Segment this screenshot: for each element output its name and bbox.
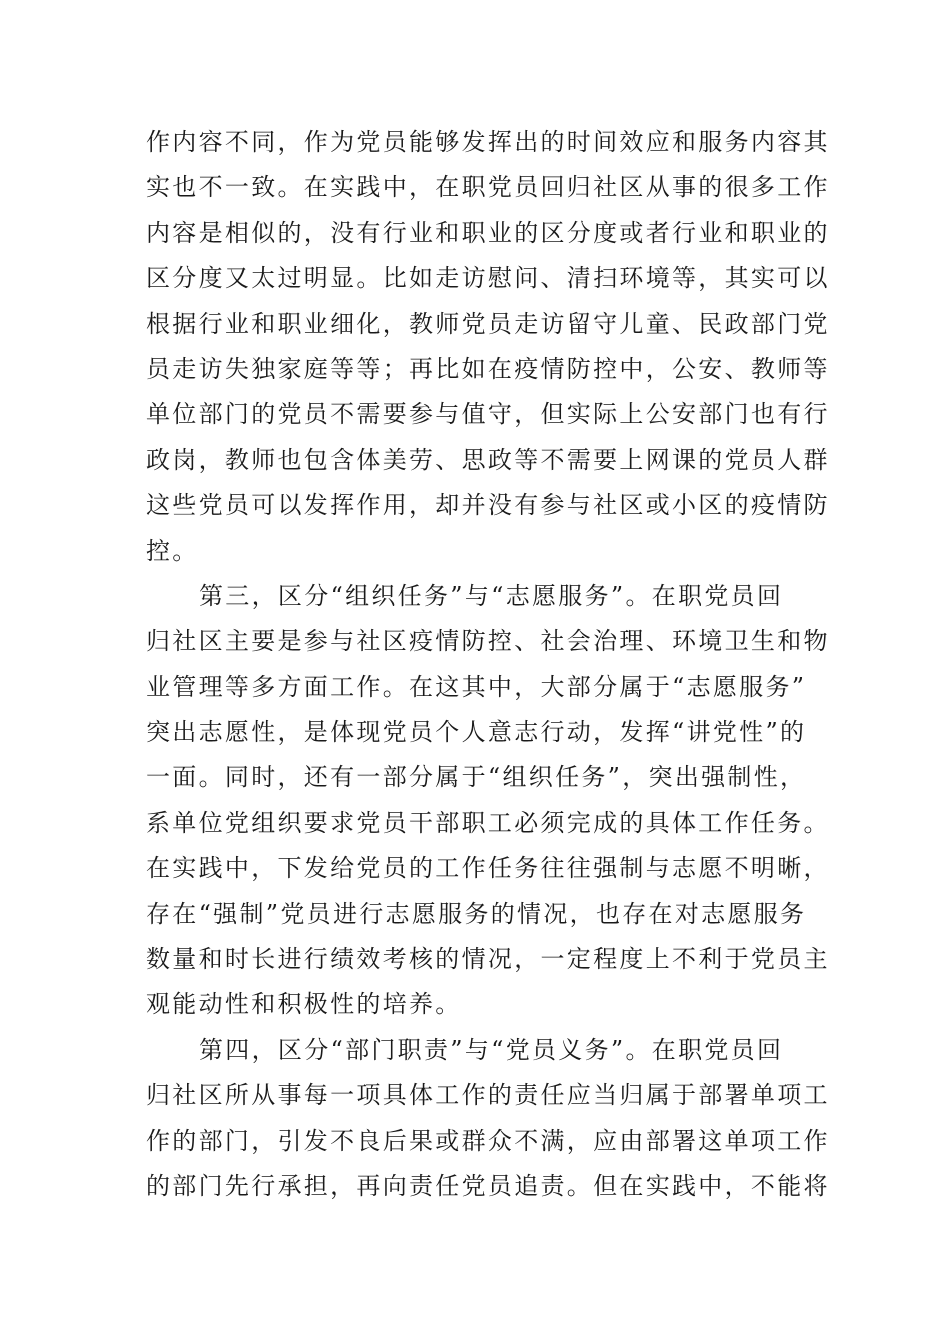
paragraph-3-line-1: 第四，区分“部门职责”与“党员义务”。在职党员回 bbox=[199, 1035, 784, 1064]
paragraph-3-line-2: 归社区所从事每一项具体工作的责任应当归属于部署单项工 bbox=[146, 1081, 830, 1110]
paragraph-1-line-8: 政岗，教师也包含体美劳、思政等不需要上网课的党员人群 bbox=[146, 445, 830, 474]
body-text bbox=[146, 120, 830, 1209]
paragraph-2-line-10: 观能动性和积极性的培养。 bbox=[146, 990, 462, 1019]
paragraph-1-line-3: 内容是相似的，没有行业和职业的区分度或者行业和职业的 bbox=[146, 218, 830, 247]
paragraph-1-line-4: 区分度又太过明显。比如走访慰问、清扫环境等，其实可以 bbox=[146, 264, 830, 293]
paragraph-2-line-7: 在实践中，下发给党员的工作任务往往强制与志愿不明晰， bbox=[146, 854, 830, 883]
paragraph-2-line-6: 系单位党组织要求党员干部职工必须完成的具体工作任务。 bbox=[146, 808, 830, 837]
paragraph-1-line-5: 根据行业和职业细化，教师党员走访留守儿童、民政部门党 bbox=[146, 309, 830, 338]
paragraph-2-line-2: 归社区主要是参与社区疫情防控、社会治理、环境卫生和物 bbox=[146, 627, 830, 656]
paragraph-1-line-9: 这些党员可以发挥作用，却并没有参与社区或小区的疫情防 bbox=[146, 491, 830, 520]
paragraph-1-line-6: 员走访失独家庭等等；再比如在疫情防控中，公安、教师等 bbox=[146, 354, 830, 383]
paragraph-1-line-10: 控。 bbox=[146, 536, 199, 565]
paragraph-2-line-1: 第三，区分“组织任务”与“志愿服务”。在职党员回 bbox=[199, 581, 784, 610]
paragraph-3-line-3: 作的部门，引发不良后果或群众不满，应由部署这单项工作 bbox=[146, 1126, 830, 1155]
paragraph-2-line-5: 一面。同时，还有一部分属于“组织任务”，突出强制性， bbox=[146, 763, 807, 792]
paragraph-2-line-3: 业管理等多方面工作。在这其中，大部分属于“志愿服务” bbox=[146, 672, 807, 701]
paragraph-2-line-8: 存在“强制”党员进行志愿服务的情况，也存在对志愿服务 bbox=[146, 899, 807, 928]
paragraph-1-line-2: 实也不一致。在实践中，在职党员回归社区从事的很多工作 bbox=[146, 173, 830, 202]
paragraph-3-line-4: 的部门先行承担，再向责任党员追责。但在实践中，不能将 bbox=[146, 1171, 830, 1200]
paragraph-2-line-4: 突出志愿性，是体现党员个人意志行动，发挥“讲党性”的 bbox=[146, 718, 807, 747]
paragraph-1-line-7: 单位部门的党员不需要参与值守，但实际上公安部门也有行 bbox=[146, 400, 830, 429]
paragraph-1-line-1: 作内容不同，作为党员能够发挥出的时间效应和服务内容其 bbox=[146, 128, 830, 156]
paragraph-2-line-9: 数量和时长进行绩效考核的情况，一定程度上不利于党员主 bbox=[146, 945, 830, 974]
